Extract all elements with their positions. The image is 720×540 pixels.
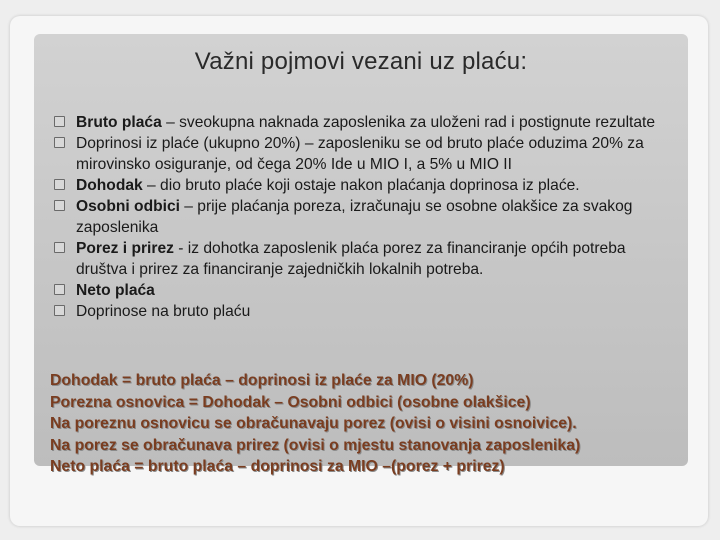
slide-title: Važni pojmovi vezani uz plaću:	[194, 48, 528, 75]
bullet-text: - iz dohotka zaposlenik plaća porez za financiranje općih potreba društva i prirez za financiranje zajedničkih lokalnih potreba.	[76, 240, 626, 278]
bullet-item	[54, 133, 674, 175]
summary-line: Na poreznu osnovicu se obračunavaju porez (ovisi o visini osnoivice).	[50, 415, 577, 432]
summary-line: Na porez se obračunava prirez (ovisi o mjestu stanovanja zaposlenika)	[50, 436, 581, 454]
bullet-text: – prije plaćanja poreza, izračunaju se osobne olakšice za svakog zaposlenika	[76, 198, 633, 236]
bullet-square-icon	[54, 137, 65, 148]
bullet-term: Porez i prirez	[76, 240, 174, 257]
summary-line: Porezna osnovica = Dohodak – Osobni odbici (osobne olakšice)	[50, 393, 531, 411]
formula-summary	[50, 370, 680, 478]
bullet-text: Doprinosi iz plaće (ukupno 20%) – zaposleniku se od bruto plaće oduzima 20% za mirovinsko osiguranje, od čega 20% Ide u MIO I, a 5% u MIO II	[76, 135, 644, 173]
bullet-square-icon	[54, 242, 65, 253]
bullet-text: Doprinose na bruto plaću	[76, 303, 251, 320]
bullet-square-icon	[54, 284, 65, 295]
bullet-item	[54, 175, 674, 196]
bullet-term: Neto plaća	[76, 282, 155, 299]
bullet-item	[54, 280, 674, 301]
bullet-list	[54, 112, 674, 322]
bullet-term: Dohodak	[76, 177, 143, 194]
summary-line: Neto plaća = bruto plaća – doprinosi za MIO –(porez + prirez)	[50, 458, 505, 475]
bullet-term: Bruto plaća	[76, 114, 162, 131]
bullet-text: – sveokupna naknada zaposlenika za uloženi rad i postignute rezultate	[161, 114, 656, 131]
bullet-item	[54, 112, 674, 133]
bullet-square-icon	[54, 305, 65, 316]
bullet-square-icon	[54, 116, 65, 127]
bullet-text: – dio bruto plaće koji ostaje nakon plaćanja doprinosa iz plaće.	[142, 177, 580, 194]
bullet-term: Osobni odbici	[76, 198, 180, 215]
bullet-item	[54, 238, 674, 280]
summary-line: Dohodak = bruto plaća – doprinosi iz plaće za MIO (20%)	[50, 372, 474, 389]
bullet-square-icon	[54, 200, 65, 211]
bullet-item	[54, 196, 674, 238]
bullet-square-icon	[54, 179, 65, 190]
bullet-item	[54, 301, 674, 322]
